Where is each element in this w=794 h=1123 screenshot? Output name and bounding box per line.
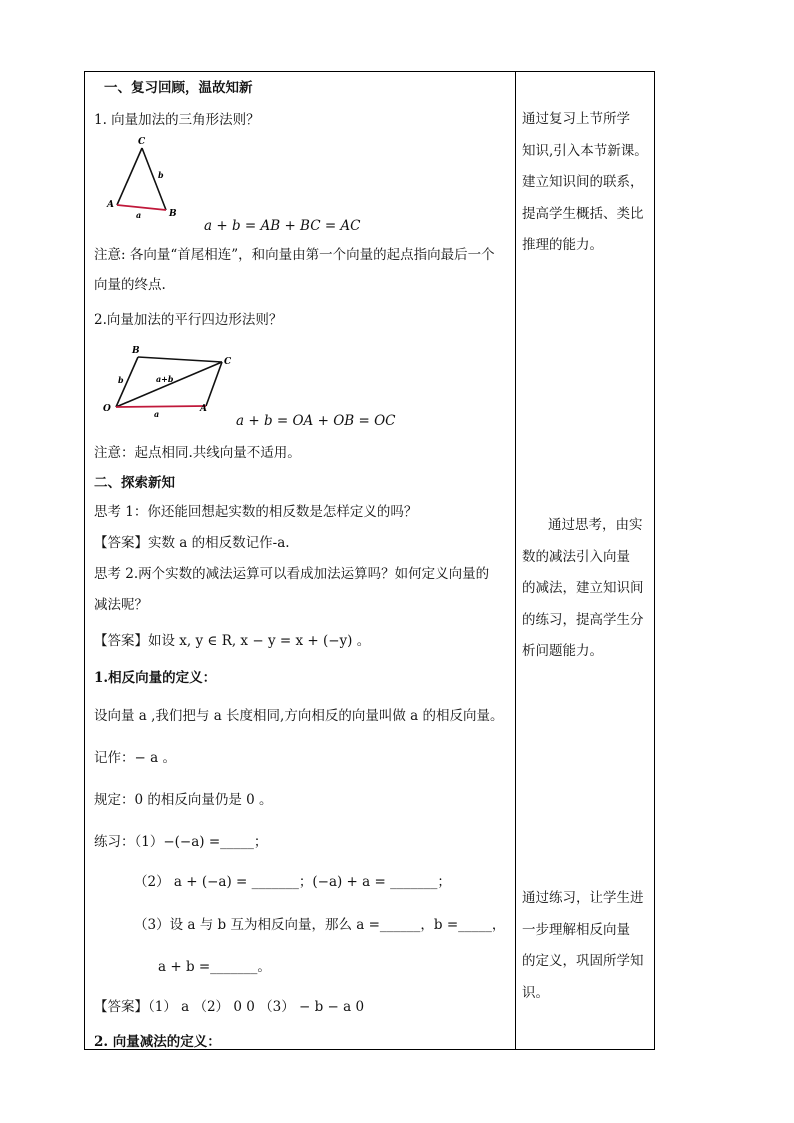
side-note-3-line: 一步理解相反向量 xyxy=(522,921,630,938)
parallelogram-label-a-point: A xyxy=(200,404,207,414)
triangle-label-b: b xyxy=(158,170,164,180)
triangle-label-a-point: A xyxy=(107,200,114,210)
side-note-2-line: 的减法，建立知识间 xyxy=(522,580,644,596)
side-note-1-line: 通过复习上节所学 xyxy=(522,111,630,127)
parallelogram-label-ab: a+b xyxy=(156,374,174,384)
triangle-formula: a + b = AB + BC = AC xyxy=(204,218,361,234)
side-note-2-line: 的练习，提高学生分 xyxy=(522,611,644,628)
exercise-2: （2） a + (−a) = _______；(−a) + a = _______； xyxy=(134,874,451,890)
side-note-3-line: 通过练习，让学生进 xyxy=(522,890,644,906)
triangle-label-c: C xyxy=(138,137,146,147)
side-note-2-line: 数的减法引入向量 xyxy=(522,548,630,565)
side-note-1-line: 建立知识间的联系， xyxy=(522,174,644,190)
question-1: 1. 向量加法的三角形法则？ xyxy=(94,112,260,128)
answer-3: 【答案】（1） a （2） 0 0 （3） − b − a 0 xyxy=(94,999,365,1015)
answer-1: 【答案】实数 a 的相反数记作-a. xyxy=(94,535,290,551)
definition-1-text: 设向量 a ,我们把与 a 长度相同,方向相反的向量叫做 a 的相反向量。 xyxy=(94,708,504,724)
note-1-line-1: 注意: 各向量“首尾相连”，和向量由第一个向量的起点指向最后一个 xyxy=(94,247,495,263)
definition-1-title: 1.相反向量的定义： xyxy=(94,670,217,686)
triangle-label-a: a xyxy=(136,210,142,220)
definition-2-title: 2. 向量减法的定义： xyxy=(94,1034,221,1050)
side-note-1 xyxy=(522,104,652,262)
side-note-1-line: 提高学生概括、类比 xyxy=(522,205,644,222)
triangle-diagram xyxy=(100,134,192,224)
parallelogram-label-b-point: B xyxy=(132,346,140,356)
parallelogram-label-a: a xyxy=(154,409,160,419)
section1-heading: 一、复习回顾，温故知新 xyxy=(104,80,253,96)
exercise-4: a + b =_______。 xyxy=(158,959,271,975)
rule-line: 规定：0 的相反向量仍是 0 。 xyxy=(94,792,273,808)
parallelogram-label-c: C xyxy=(224,357,232,367)
parallelogram-diagram xyxy=(96,340,240,420)
note-2: 注意：起点相同.共线向量不适用。 xyxy=(94,445,301,461)
side-note-3-line: 识。 xyxy=(522,984,549,1001)
side-note-3-line: 的定义，巩固所学知 xyxy=(522,953,644,969)
section2-heading: 二、探索新知 xyxy=(94,475,175,491)
exercise-1: 练习：（1）−(−a) =_____； xyxy=(94,834,268,850)
question-2: 2.向量加法的平行四边形法则？ xyxy=(94,312,283,328)
side-note-1-line: 知识,引入本节新课。 xyxy=(522,142,648,159)
think-2-line-2: 减法呢？ xyxy=(94,597,148,613)
parallelogram-formula: a + b = OA + OB = OC xyxy=(236,413,396,429)
parallelogram-label-o: O xyxy=(103,404,111,414)
think-2-line-1: 思考 2.两个实数的减法运算可以看成加法运算吗？如何定义向量的 xyxy=(94,566,490,582)
side-note-3 xyxy=(522,883,652,1009)
side-note-2 xyxy=(522,510,652,668)
parallelogram-label-b: b xyxy=(118,375,124,385)
side-note-2-line: 通过思考，由实 xyxy=(548,517,643,533)
side-note-2-line: 析问题能力。 xyxy=(522,643,603,659)
triangle-label-b-point: B xyxy=(169,209,177,219)
answer-2: 【答案】如设 x, y ∈ R, x − y = x + (−y) 。 xyxy=(94,633,371,649)
note-1-line-2: 向量的终点. xyxy=(94,277,166,293)
side-note-1-line: 推理的能力。 xyxy=(522,237,603,253)
think-1: 思考 1：你还能回想起实数的相反数是怎样定义的吗？ xyxy=(94,504,418,520)
notation-line: 记作：− a 。 xyxy=(94,750,176,766)
column-divider xyxy=(515,71,516,1050)
exercise-3: （3）设 a 与 b 互为相反向量，那么 a =______，b =_____， xyxy=(134,917,506,933)
